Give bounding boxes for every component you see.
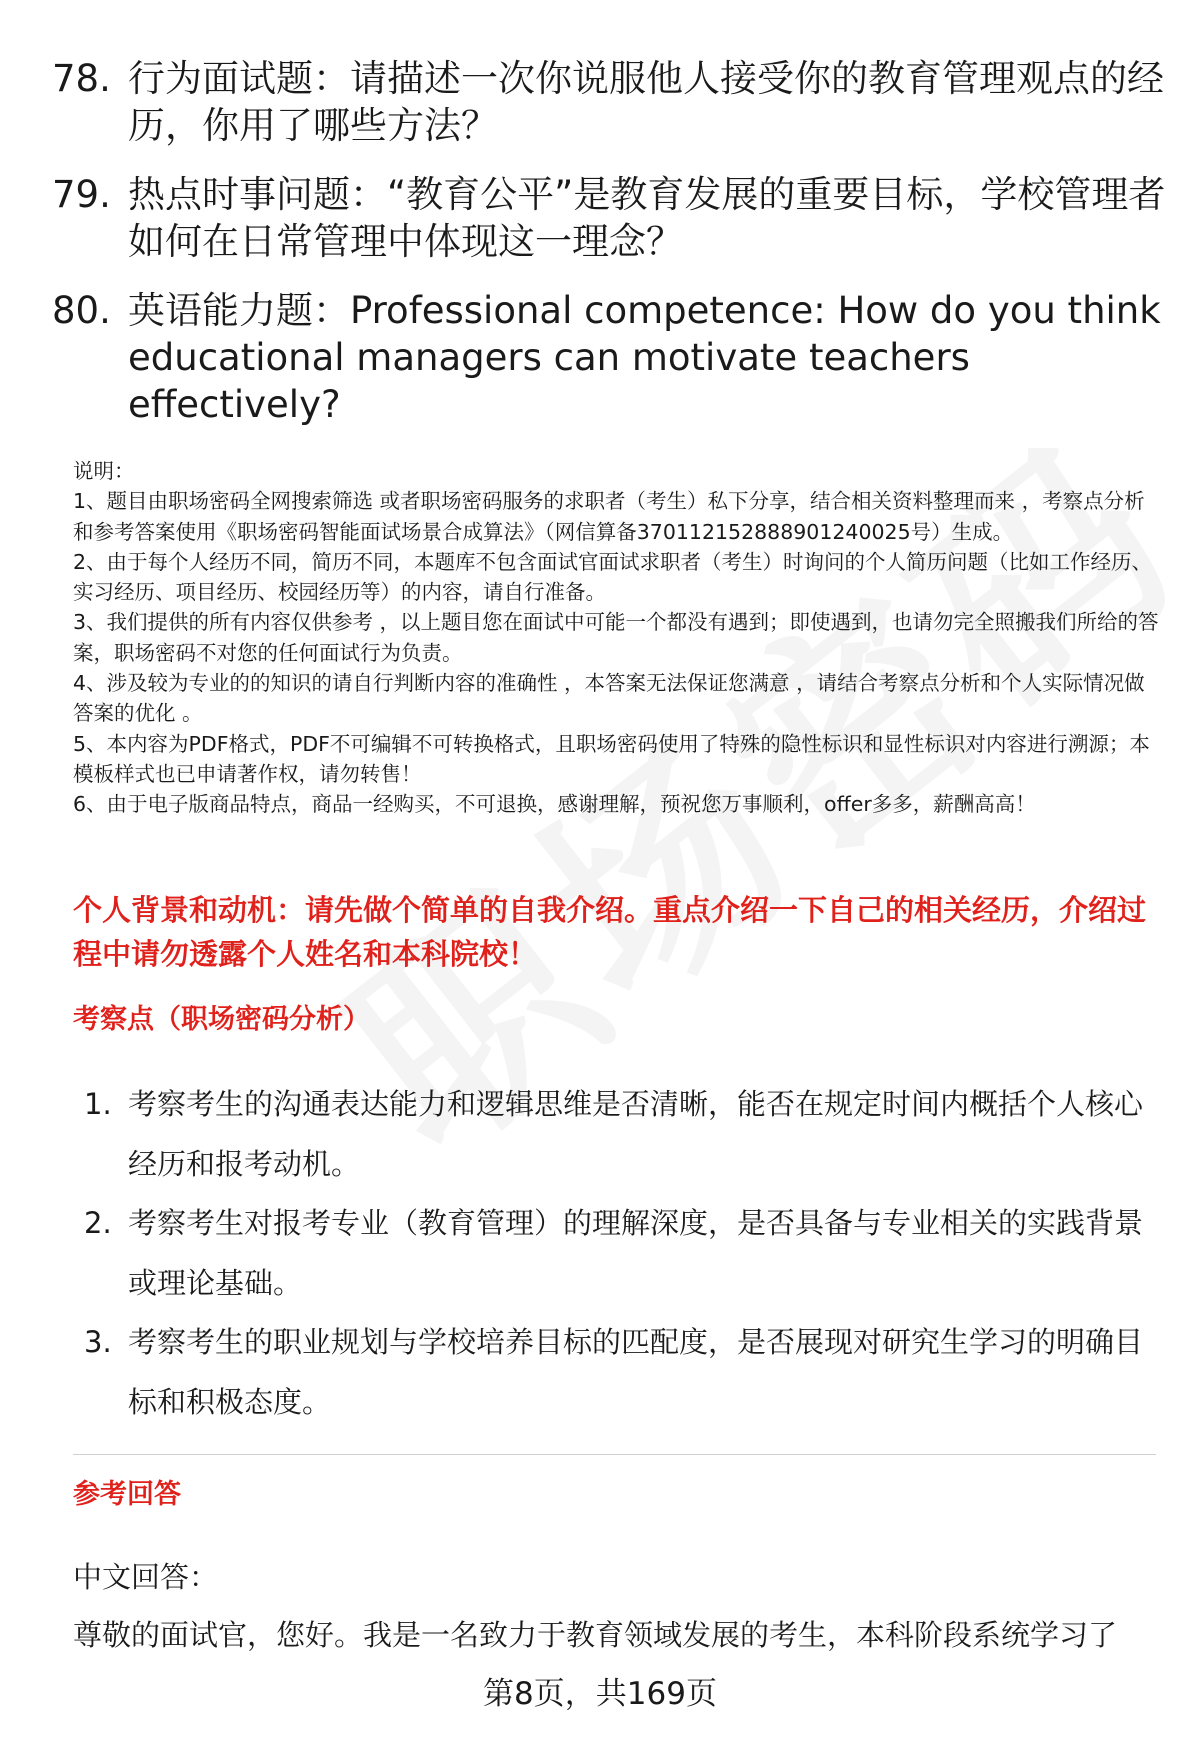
note-item: 3、我们提供的所有内容仅供参考 ，以上题目您在面试中可能一个都没有遇到；即使遇到，也请勿完全照搬我们所给的答案，职场密码不对您的任何面试行为负责。: [73, 610, 1159, 665]
list-item-text: 考察考生的职业规划与学校培养目标的匹配度，是否展现对研究生学习的明确目标和积极态度。: [128, 1325, 1144, 1419]
note-item: 5、本内容为PDF格式，PDF不可编辑不可转换格式，且职场密码使用了特殊的隐性标识和显性标识对内容进行溯源；本模板样式也已申请著作权，请勿转售！: [73, 731, 1150, 786]
section-divider: [73, 1454, 1156, 1455]
list-item-text: 考察考生的沟通表达能力和逻辑思维是否清晰，能否在规定时间内概括个人核心经历和报考动机。: [128, 1087, 1144, 1181]
answer-label: 中文回答：: [73, 1560, 219, 1594]
notes-title: 说明：: [73, 459, 135, 483]
page-footer: 第8页，共169页: [483, 1676, 717, 1712]
question-number: 79.: [52, 173, 111, 216]
question-heading: 个人背景和动机：请先做个简单的自我介绍。重点介绍一下自己的相关经历，介绍过程中请勿透露个人姓名和本科院校！: [73, 893, 1147, 971]
list-item-number: 2.: [84, 1206, 112, 1240]
question-text: 行为面试题：请描述一次你说服他人接受你的教育管理观点的经历，你用了哪些方法？: [128, 57, 1164, 147]
question-text: 英语能力题：Professional competence: How do you think educational managers can motivate teachers effectively?: [128, 289, 1161, 426]
analysis-heading: 考察点（职场密码分析）: [73, 1004, 370, 1035]
list-item-text: 考察考生对报考专业（教育管理）的理解深度，是否具备与专业相关的实践背景或理论基础。: [128, 1206, 1144, 1300]
list-item-number: 1.: [84, 1087, 112, 1121]
list-item: [84, 1194, 1154, 1313]
disclaimer-notes: [73, 456, 1163, 820]
analysis-list: [84, 1075, 1154, 1432]
question-number: 80.: [52, 289, 111, 332]
list-item-number: 3.: [84, 1325, 112, 1359]
note-item: 6、由于电子版商品特点，商品一经购买，不可退换，感谢理解，预祝您万事顺利，offer多多，薪酬高高！: [73, 792, 1036, 817]
note-item: 2、由于每个人经历不同，简历不同，本题库不包含面试官面试求职者（考生）时询问的个人简历问题（比如工作经历、实习经历、项目经历、校园经历等）的内容，请自行准备。: [73, 549, 1153, 605]
answer-heading: 参考回答: [73, 1479, 181, 1510]
question-text: 热点时事问题：“教育公平”是教育发展的重要目标，学校管理者如何在日常管理中体现这一理念？: [128, 173, 1166, 263]
note-item: 1、题目由职场密码全网搜索筛选 或者职场密码服务的求职者（考生）私下分享，结合相关资料整理而来 ，考察点分析和参考答案使用《职场密码智能面试场景合成算法》（网信算备370112152888901240025号）生成。: [73, 489, 1145, 544]
list-item: [84, 1075, 1154, 1194]
list-item: [84, 1313, 1154, 1432]
note-item: 4、涉及较为专业的的知识的请自行判断内容的准确性 ，本答案无法保证您满意 ，请结合考察点分析和个人实际情况做答案的优化 。: [73, 671, 1145, 726]
answer-text: 尊敬的面试官，您好。我是一名致力于教育领域发展的考生，本科阶段系统学习了: [73, 1618, 1118, 1652]
question-number: 78.: [52, 57, 111, 100]
